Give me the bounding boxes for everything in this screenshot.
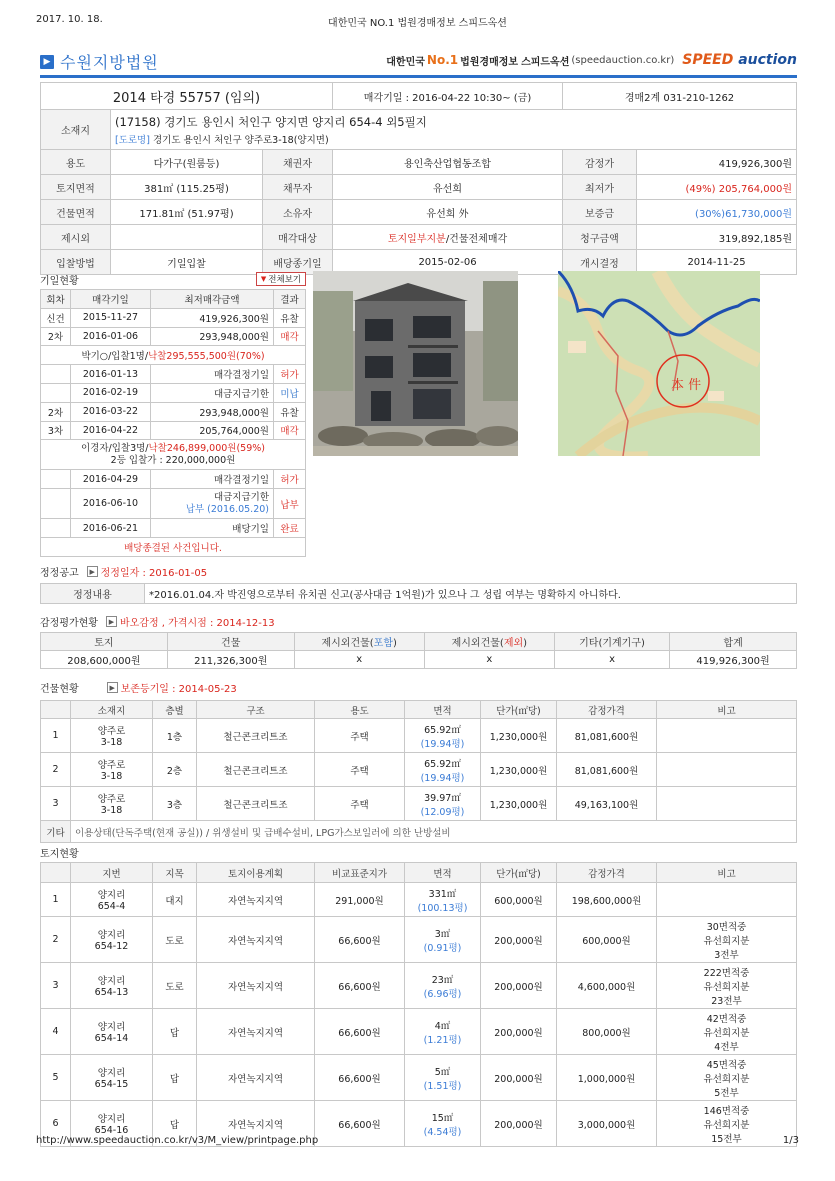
correction-table xyxy=(40,583,797,604)
correction-label: 정정내용 xyxy=(41,584,145,604)
table-row: 1 양지리 654-4 대지 자연녹지지역 291,000원 331㎡ (100.13평) 600,000원 198,600,000원 xyxy=(41,883,797,917)
summary-value: 유선희 xyxy=(333,175,563,200)
col-header: 감정가격 xyxy=(557,863,657,883)
winning-bid-row: 박기○/입찰1명/낙찰295,555,500원(70%) xyxy=(41,346,306,365)
history-row: 2016-02-19 대금지급기한 미납 xyxy=(41,383,306,402)
court-name: 수원지방법원 xyxy=(60,53,159,72)
col-header: 합계 xyxy=(670,633,797,651)
location-label: 소재지 xyxy=(41,110,111,150)
summary-label: 소유자 xyxy=(263,200,333,225)
col-header: 제시외건물(포함) xyxy=(294,633,424,651)
case-number: 2014 타경 55757 (임의) xyxy=(41,83,333,110)
summary-value: 다가구(원룸등) xyxy=(111,150,263,175)
brand-no1: No.1 xyxy=(426,53,459,67)
summary-table xyxy=(40,82,797,275)
appraisal-section-title: 감정평가현황 ▶ 바오감정 , 가격시점 : 2014-12-13 xyxy=(40,614,275,629)
deposit: (30%)61,730,000원 xyxy=(637,200,797,225)
arrow-right-icon: ▶ xyxy=(40,55,54,69)
col-header: 토지이용계획 xyxy=(197,863,315,883)
summary-value: 381㎡ (115.25평) xyxy=(111,175,263,200)
table-row: 4 양지리 654-14 답 자연녹지지역 66,600원 4㎡ (1.21평) 200,000원 800,000원 42면적중 유선희지분 4전부 xyxy=(41,1009,797,1055)
summary-value xyxy=(111,225,263,250)
page-number: 1/3 xyxy=(782,1135,799,1146)
summary-row xyxy=(41,225,797,250)
history-section-title: 기일현황 xyxy=(40,276,79,287)
table-row: 2 양주로 3-18 2층 철근콘크리트조 주택 65.92㎡ (19.94평) 1,230,000원 81,081,600원 xyxy=(41,753,797,787)
summary-row xyxy=(41,200,797,225)
summary-label: 용도 xyxy=(41,150,111,175)
summary-label: 입찰방법 xyxy=(41,250,111,275)
col-header: 단가(㎡당) xyxy=(481,863,557,883)
play-icon[interactable]: ▶ xyxy=(107,682,118,693)
court-header xyxy=(40,50,159,73)
map-image xyxy=(558,271,760,456)
summary-row xyxy=(41,150,797,175)
print-title: 대한민국 NO.1 법원경매정보 스피드옥션 xyxy=(328,18,507,29)
col-header: 비교표준지가 xyxy=(315,863,405,883)
summary-label: 감정가 xyxy=(563,150,637,175)
col-header: 기타(기계기구) xyxy=(554,633,669,651)
print-header xyxy=(36,14,799,28)
summary-label: 배당종기일 xyxy=(263,250,333,275)
summary-value: 용인축산업협동조합 xyxy=(333,150,563,175)
history-row: 2차 2016-03-22 293,948,000원 유찰 xyxy=(41,402,306,421)
minimum-price: (49%) 205,764,000원 xyxy=(637,175,797,200)
sale-target: 토지일부지분/건물전체매각 xyxy=(333,225,563,250)
col-header: 매각기일 xyxy=(71,290,151,309)
address: (17158) 경기도 용인시 처인구 양지면 양지리 654-4 외5필지 xyxy=(115,114,427,129)
col-header: 비고 xyxy=(657,863,797,883)
land-table xyxy=(40,862,797,1147)
footer-url: http://www.speedauction.co.kr/v3/M_view/printpage.php xyxy=(36,1135,319,1146)
summary-value: 2015-02-06 xyxy=(333,250,563,275)
col-header: 용도 xyxy=(315,701,405,719)
winning-bid-row: 이경자/입찰3명/낙찰246,899,000원(59%) 2등 입찰가 : 220,000,000원 xyxy=(41,440,306,470)
play-icon[interactable]: ▶ xyxy=(106,616,117,627)
summary-value: 유선희 外 xyxy=(333,200,563,225)
col-header: 구조 xyxy=(197,701,315,719)
col-header: 감정가격 xyxy=(557,701,657,719)
building-table xyxy=(40,700,797,843)
address-cell xyxy=(111,110,797,150)
table-row: 6 양지리 654-16 답 자연녹지지역 66,600원 15㎡ (4.54평) 200,000원 3,000,000원 146면적중 유선희지분 15전부 xyxy=(41,1101,797,1147)
brand-mid: 법원경매정보 xyxy=(460,56,519,68)
correction-section-title: 정정공고 ▶ 정정일자 : 2016-01-05 xyxy=(40,564,207,579)
summary-label: 채무자 xyxy=(263,175,333,200)
play-icon[interactable]: ▶ xyxy=(87,566,98,577)
history-table xyxy=(40,289,306,557)
col-header: 단가(㎡당) xyxy=(481,701,557,719)
brand-url: (speedauction.co.kr) xyxy=(571,54,675,66)
dividend-note-row: 배당종결된 사건입니다. xyxy=(41,537,306,556)
history-row: 2016-06-10 대금지급기한 납부 (2016.05.20) 납부 xyxy=(41,489,306,519)
col-header: 지목 xyxy=(153,863,197,883)
summary-label: 보증금 xyxy=(563,200,637,225)
summary-label: 매각대상 xyxy=(263,225,333,250)
summary-label: 건물면적 xyxy=(41,200,111,225)
correction-content: *2016.01.04.자 박진영으로부터 유치권 신고(공사대금 1억원)가 있으나 그 성립 여부는 명확하지 아니하다. xyxy=(145,584,797,604)
appraisal-table xyxy=(40,632,797,669)
brand-name: 스피드옥션 xyxy=(521,56,570,68)
land-section-title: 토지현황 xyxy=(40,849,79,860)
history-row: 2016-06-21 배당기일 완료 xyxy=(41,519,306,538)
summary-label: 개시결정 xyxy=(563,250,637,275)
col-header: 결과 xyxy=(274,290,306,309)
brand xyxy=(386,52,797,68)
col-header: 건물 xyxy=(167,633,294,651)
history-row: 2차 2016-01-06 293,948,000원 매각 xyxy=(41,327,306,346)
building-photo[interactable] xyxy=(313,271,518,456)
col-header: 토지 xyxy=(41,633,168,651)
sale-date: 매각기일 : 2016-04-22 10:30~ (금) xyxy=(333,83,563,110)
col-header: 제시외건물(제외) xyxy=(424,633,554,651)
header-divider xyxy=(40,75,797,78)
history-row: 신건 2015-11-27 419,926,300원 유찰 xyxy=(41,308,306,327)
summary-label: 최저가 xyxy=(563,175,637,200)
building-info: 보존등기일 : 2014-05-23 xyxy=(120,684,237,695)
table-row: 1 양주로 3-18 1층 철근콘크리트조 주택 65.92㎡ (19.94평) 1,230,000원 81,081,600원 xyxy=(41,719,797,753)
history-row: 2016-04-29 매각결정기일 허가 xyxy=(41,470,306,489)
building-etc-row: 기타 이용상태(단독주택(현재 공실)) / 위생설비 및 급배수설비, LPG가스보일러에 의한 난방설비 xyxy=(41,821,797,843)
table-row: 2 양지리 654-12 도로 자연녹지지역 66,600원 3㎡ (0.91평) 200,000원 600,000원 30면적중 유선희지분 3전부 xyxy=(41,917,797,963)
summary-value: 기일입찰 xyxy=(111,250,263,275)
chevron-down-icon: ▼ xyxy=(260,275,267,283)
appraisal-info: 바오감정 , 가격시점 : 2014-12-13 xyxy=(119,618,275,629)
speed-auction-logo: SPEED auction xyxy=(682,52,797,68)
map-marker-label: 本 件 xyxy=(671,378,702,393)
history-row: 3차 2016-04-22 205,764,000원 매각 xyxy=(41,421,306,440)
summary-label: 채권자 xyxy=(263,150,333,175)
print-date: 2017. 10. 18. xyxy=(36,14,103,25)
appraisal-price: 419,926,300원 xyxy=(637,150,797,175)
department: 경매2계 031-210-1262 xyxy=(563,83,797,110)
summary-label: 토지면적 xyxy=(41,175,111,200)
table-row: 3 양지리 654-13 도로 자연녹지지역 66,600원 23㎡ (6.96평) 200,000원 4,600,000원 222면적중 유선희지분 23전부 xyxy=(41,963,797,1009)
col-header: 면적 xyxy=(405,863,481,883)
appraisal-values-row: 208,600,000원 211,326,300원 x x x 419,926,300원 xyxy=(41,651,797,669)
building-photo-image xyxy=(313,271,518,456)
summary-label: 청구금액 xyxy=(563,225,637,250)
full-view-button[interactable]: ▼ 전체보기 xyxy=(256,272,306,286)
table-row: 5 양지리 654-15 답 자연녹지지역 66,600원 5㎡ (1.51평) 200,000원 1,000,000원 45면적중 유선희지분 5전부 xyxy=(41,1055,797,1101)
col-header: 비고 xyxy=(657,701,797,719)
brand-pre: 대한민국 xyxy=(386,56,425,68)
road-address: 경기도 용인시 처인구 양주로3-18(양지면) xyxy=(152,134,329,146)
print-footer xyxy=(36,1135,799,1149)
building-section-title: 건물현황 ▶ 보존등기일 : 2014-05-23 xyxy=(40,680,237,695)
road-tag: [도로명] xyxy=(115,134,150,146)
location-map[interactable] xyxy=(558,271,760,456)
col-header: 최저매각금액 xyxy=(151,290,274,309)
claim-amount: 319,892,185원 xyxy=(637,225,797,250)
table-row: 3 양주로 3-18 3층 철근콘크리트조 주택 39.97㎡ (12.09평) 1,230,000원 49,163,100원 xyxy=(41,787,797,821)
history-row: 2016-01-13 매각결정기일 허가 xyxy=(41,365,306,384)
col-header: 층별 xyxy=(153,701,197,719)
correction-date: 정정일자 : 2016-01-05 xyxy=(100,568,208,579)
start-decision-date: 2014-11-25 xyxy=(637,250,797,275)
col-header: 면적 xyxy=(405,701,481,719)
col-header: 지번 xyxy=(71,863,153,883)
summary-value: 171.81㎡ (51.97평) xyxy=(111,200,263,225)
col-header: 회차 xyxy=(41,290,71,309)
col-header: 소재지 xyxy=(71,701,153,719)
summary-label: 제시외 xyxy=(41,225,111,250)
summary-row xyxy=(41,175,797,200)
